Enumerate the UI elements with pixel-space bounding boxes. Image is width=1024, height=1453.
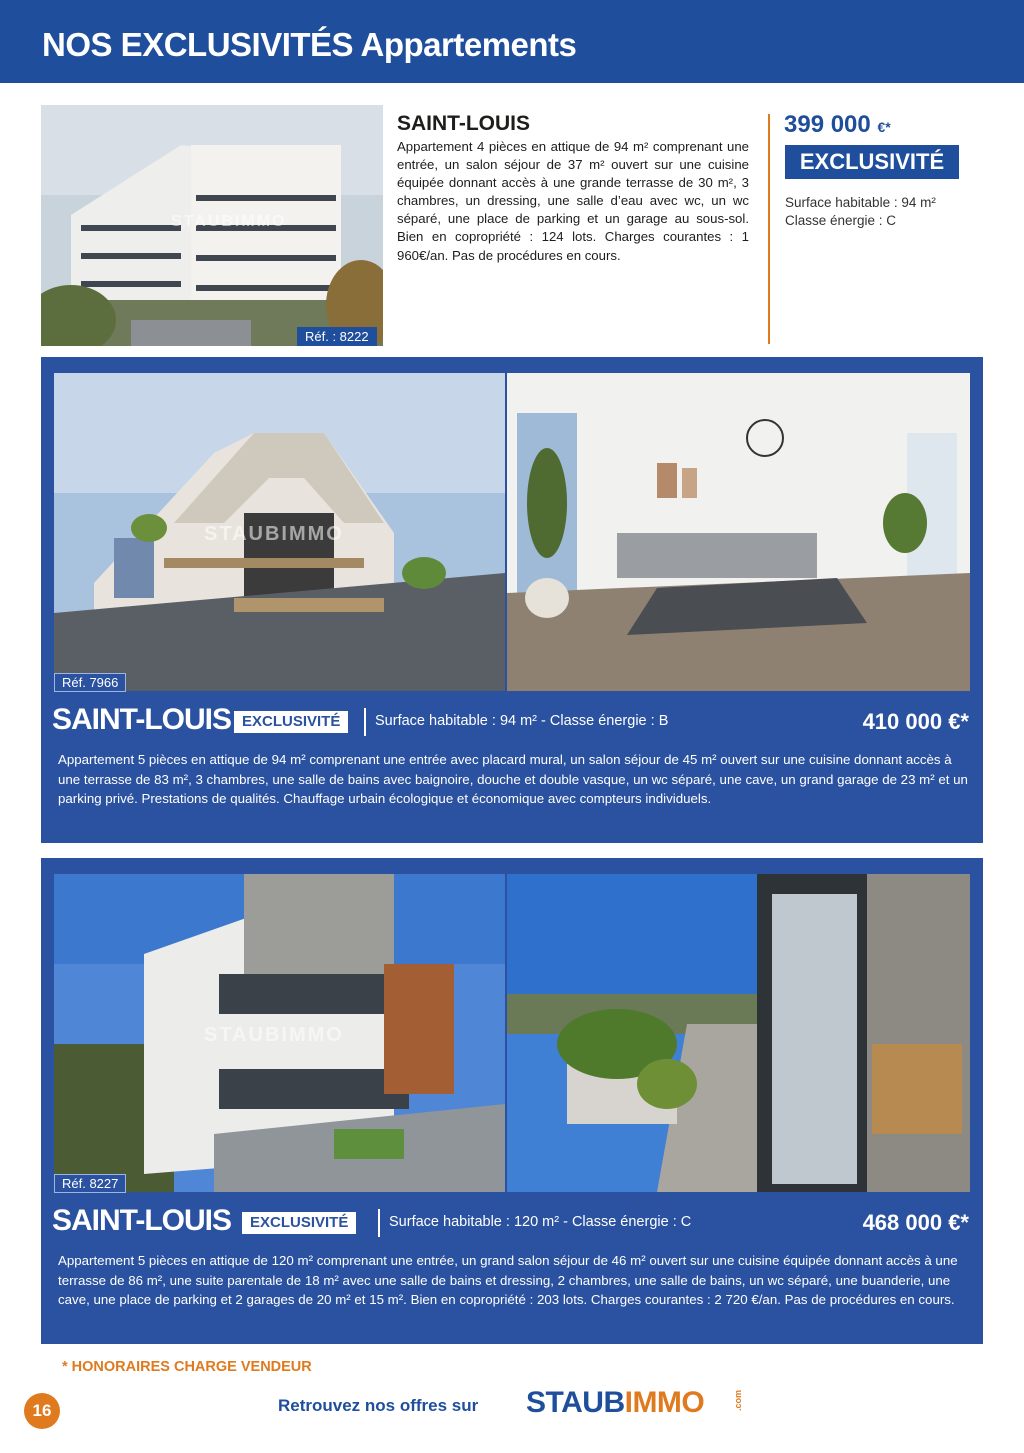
page-number: 16 bbox=[24, 1393, 60, 1429]
listing2-photo-terrace[interactable] bbox=[54, 373, 505, 691]
listing1-price-value: 399 000 bbox=[784, 111, 871, 138]
listing3-photo-terrace[interactable] bbox=[507, 874, 970, 1192]
page-title: NOS EXCLUSIVITÉS Appartements bbox=[42, 26, 577, 63]
logo-immo: IMMO bbox=[624, 1386, 705, 1419]
listing1-price-suffix: €* bbox=[877, 119, 891, 135]
listing1-ref-tag: Réf. : 8222 bbox=[297, 327, 377, 346]
listing3-price: 468 000 €* bbox=[862, 1210, 969, 1235]
listing1-divider bbox=[768, 114, 770, 344]
listing1-exclusive-badge: EXCLUSIVITÉ bbox=[785, 145, 959, 179]
listing2-watermark: STAUBIMMO bbox=[204, 523, 344, 545]
listing1-city: SAINT-LOUIS bbox=[397, 112, 531, 135]
listing1-info bbox=[785, 194, 936, 230]
listing3-info: Surface habitable : 120 m² - Classe énergie : C bbox=[389, 1214, 692, 1230]
listing1-photo[interactable] bbox=[41, 105, 383, 346]
offers-cta-text: Retrouvez nos offres sur bbox=[278, 1396, 479, 1415]
listing2-card bbox=[41, 357, 983, 843]
listing1-surface: Surface habitable : 94 m² bbox=[785, 195, 936, 210]
page-header bbox=[0, 0, 1024, 83]
listing3-description: Appartement 5 pièces en attique de 120 m² comprenant une entrée, un grand salon séjour de 46 m² ouvert sur une cuisine équipée donnant accès à une terrasse de 86 m², une suite parentale de 18 m² avec une salle de bains et dressing, 2 chambres, une salle de bains, un wc séparé, une buanderie, une cave, une place de parking et 2 garages de 20 m² et 15 m². Bien en copropriété : 203 lots. Charges courantes : 2 720 €/an. Pas de procédures en cours. bbox=[58, 1253, 958, 1307]
listing1-description: Appartement 4 pièces en attique de 94 m² comprenant une entrée, un salon séjour de 37 m² ouvert sur une cuisine équipée donnant accès à une grande terrasse de 30 m², 3 chambres, un dressing, une salle d’eau avec wc, un wc séparé, une place de parking et un garage au sous-sol. Bien en copropriété : 124 lots. Charges courantes : 1 960€/an. Pas de procédures en cours. bbox=[397, 139, 749, 263]
fees-footnote: * HONORAIRES CHARGE VENDEUR bbox=[62, 1359, 312, 1375]
listing3-city: SAINT-LOUIS bbox=[52, 1204, 232, 1237]
listing2-description: Appartement 5 pièces en attique de 94 m² comprenant une entrée avec placard mural, un salon séjour de 45 m² ouvert sur une cuisine donnant accès à une terrasse de 83 m², 3 chambres, une salle de bains avec baignoire, douche et double vasque, un wc séparé, une cave, un grand garage de 23 m² et un parking privé. Prestations de qualités. Chauffage urbain écologique et économique avec compteurs individuels. bbox=[58, 752, 968, 806]
listing2-exclusive-badge: EXCLUSIVITÉ bbox=[234, 711, 348, 733]
listing3-ref-tag: Réf. 8227 bbox=[54, 1174, 126, 1193]
listing3-card bbox=[41, 858, 983, 1344]
listing3-exclusive-badge: EXCLUSIVITÉ bbox=[242, 1212, 356, 1234]
listing3-separator bbox=[378, 1209, 380, 1237]
listing1-energy-class: Classe énergie : C bbox=[785, 213, 897, 228]
listing3-photo-building[interactable] bbox=[54, 874, 505, 1192]
staubimmo-logo[interactable] bbox=[526, 1386, 743, 1426]
listing1-price bbox=[784, 111, 891, 139]
listing2-photo-living-room[interactable] bbox=[507, 373, 970, 691]
listing2-city: SAINT-LOUIS bbox=[52, 703, 232, 736]
logo-staub: STAUB bbox=[526, 1386, 625, 1419]
listing1-watermark: STAUBIMMO bbox=[171, 213, 287, 230]
logo-com: .com bbox=[733, 1390, 743, 1412]
listing3-watermark: STAUBIMMO bbox=[204, 1024, 344, 1046]
listing2-separator bbox=[364, 708, 366, 736]
listing2-ref-tag: Réf. 7966 bbox=[54, 673, 126, 692]
listing2-info: Surface habitable : 94 m² - Classe énergie : B bbox=[375, 713, 669, 729]
listing2-price: 410 000 €* bbox=[862, 709, 969, 734]
